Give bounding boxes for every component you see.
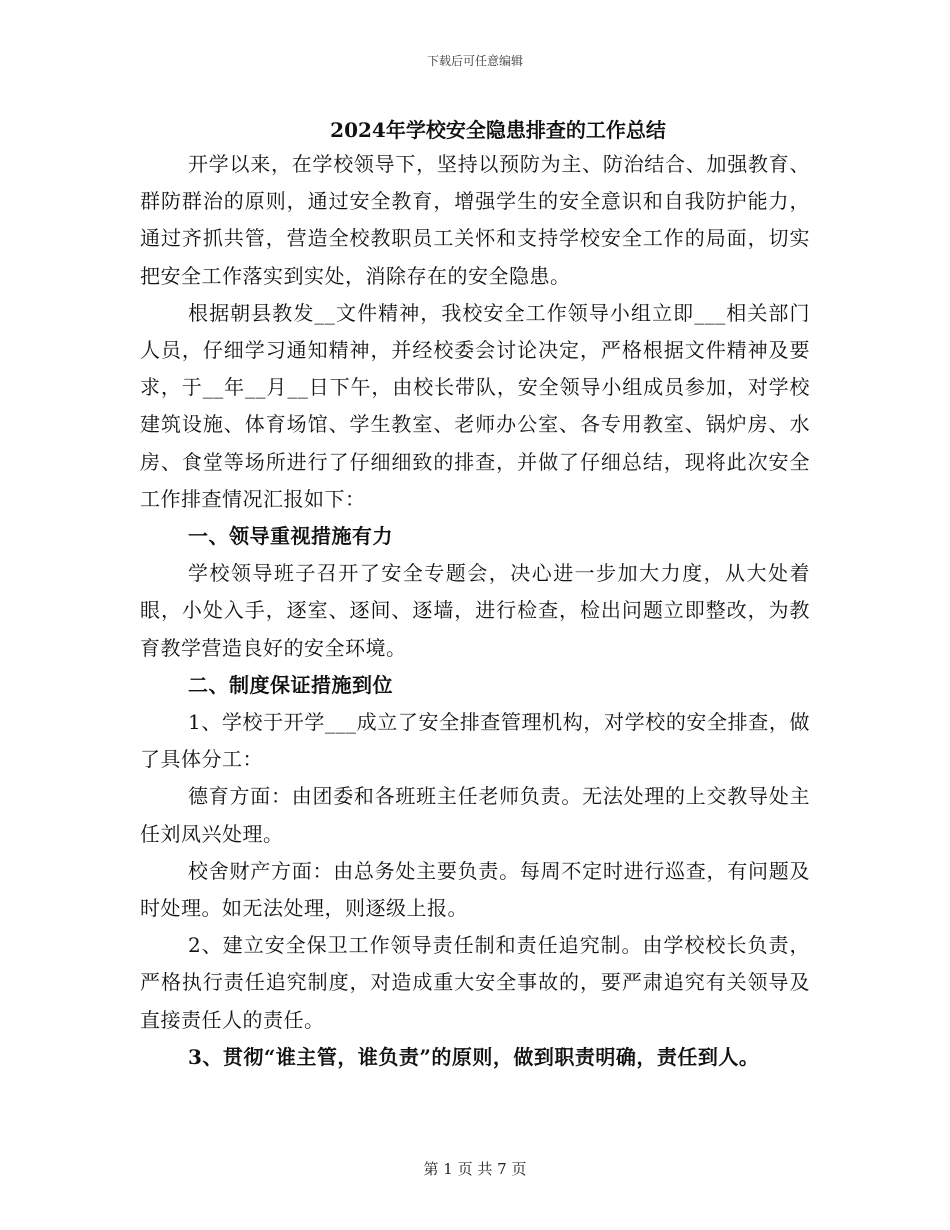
paragraph: 2、建立安全保卫工作领导责任制和责任追究制。由学校校长负责，严格执行责任追究制度，对造成重大安全事故的，要严肃追究有关领导及直接责任人的责任。: [140, 933, 810, 1032]
paragraph: 学校领导班子召开了安全专题会，决心进一步加大力度，从大处着眼，小处入手，逐室、逐间、逐墙，进行检查，检出问题立即整改，为教育教学营造良好的安全环境。: [140, 561, 810, 660]
section-heading: 二、制度保证措施到位: [188, 672, 393, 697]
section-heading: 一、领导重视措施有力: [188, 524, 393, 549]
paragraph: 校舍财产方面：由总务处主要负责。每周不定时进行巡查，有问题及时处理。如无法处理，则逐级上报。: [140, 858, 810, 921]
bold-paragraph: 3、贯彻“谁主管，谁负责”的原则，做到职责明确，责任到人。: [188, 1044, 760, 1069]
document-body: [140, 146, 810, 1076]
paragraph: 1、学校于开学___成立了安全排查管理机构，对学校的安全排查，做了具体分工：: [140, 710, 810, 772]
document-title: 2024年学校安全隐患排查的工作总结: [330, 118, 666, 142]
page-number: 第 1 页 共 7 页: [423, 1160, 527, 1178]
paragraph: 开学以来，在学校领导下，坚持以预防为主、防治结合、加强教育、群防群治的原则，通过安全教育，增强学生的安全意识和自我防护能力，通过齐抓共管，营造全校教职员工关怀和支持学校安全工作的局面，切实把安全工作落实到实处，消除存在的安全隐患。: [140, 152, 810, 288]
paragraph: 根据朝县教发__文件精神，我校安全工作领导小组立即___相关部门人员，仔细学习通知精神，并经校委会讨论决定，严格根据文件精神及要求，于__年__月__日下午，由校长带队，安全领导小组成员参加，对学校建筑设施、体育场馆、学生教室、老师办公室、各专用教室、锅炉房、水房、食堂等场所进行了仔细细致的排查，并做了仔细总结，现将此次安全工作排查情况汇报如下：: [140, 300, 810, 511]
paragraph: 德育方面：由团委和各班班主任老师负责。无法处理的上交教导处主任刘凤兴处理。: [140, 784, 810, 846]
header-note: 下载后可任意编辑: [426, 54, 523, 68]
